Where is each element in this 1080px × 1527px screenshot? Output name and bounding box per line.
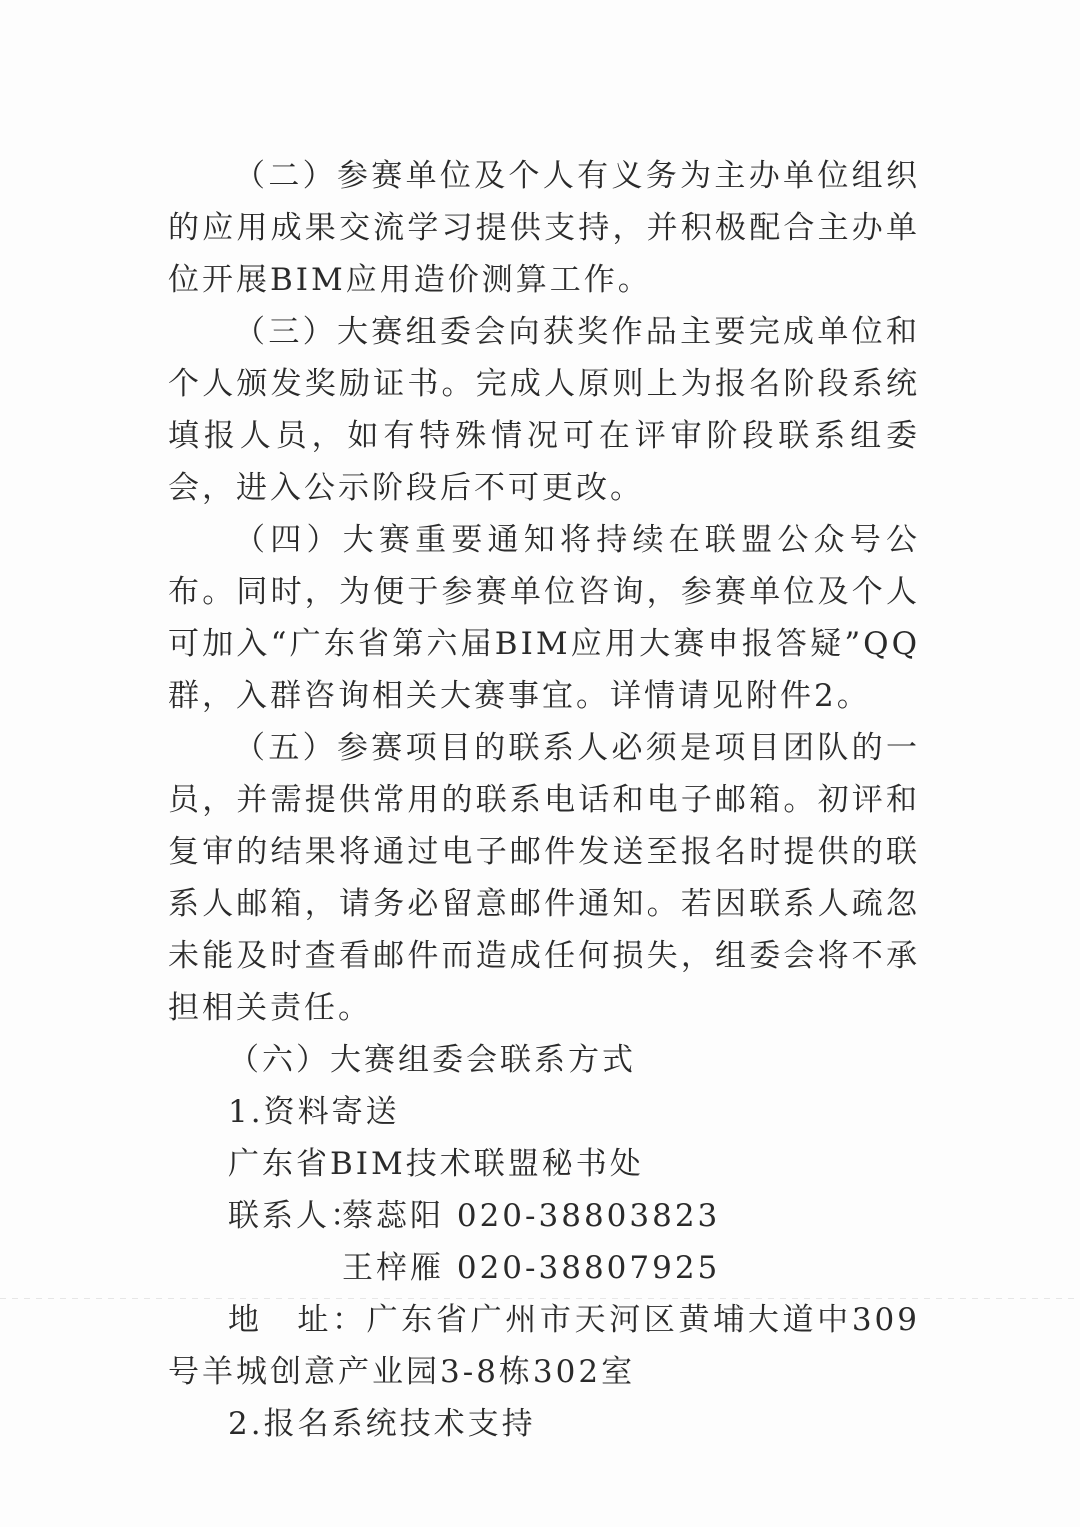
section-6-heading: （六）大赛组委会联系方式 (228, 1042, 636, 1078)
address-text: 广东省广州市天河区黄埔大道中309号羊城创意产业园3-8栋302室 (168, 1302, 921, 1390)
address-label: 地 址： (228, 1302, 367, 1338)
paragraph-2: （二）参赛单位及个人有义务为主办单位组织的应用成果交流学习提供支持，并积极配合主办单位开展BIM应用造价测算工作。 (168, 158, 920, 298)
contact-row-1 (168, 1190, 920, 1242)
item-2-heading: 2.报名系统技术支持 (228, 1406, 536, 1442)
paragraph-5: （五）参赛项目的联系人必须是项目团队的一员，并需提供常用的联系电话和电子邮箱。初评和复审的结果将通过电子邮件发送至报名时提供的联系人邮箱，请务必留意邮件通知。若因联系人疏忽未能及时查看邮件而造成任何损失，组委会将不承担相关责任。 (168, 730, 920, 1026)
paragraph-3: （三）大赛组委会向获奖作品主要完成单位和个人颁发奖励证书。完成人原则上为报名阶段系统填报人员，如有特殊情况可在评审阶段联系组委会，进入公示阶段后不可更改。 (168, 314, 920, 506)
contact-row-2 (168, 1242, 920, 1294)
contact-1: 蔡蕊阳 020-38803823 (342, 1198, 721, 1234)
paragraph-4: （四）大赛重要通知将持续在联盟公众号公布。同时，为便于参赛单位咨询，参赛单位及个人可加入“广东省第六届BIM应用大赛申报答疑”QQ群，入群咨询相关大赛事宜。详情请见附件2。 (168, 522, 920, 714)
organization-name: 广东省BIM技术联盟秘书处 (228, 1146, 644, 1182)
address-paragraph (168, 1294, 920, 1398)
document-body (168, 150, 920, 1450)
item-1-heading: 1.资料寄送 (228, 1094, 400, 1130)
contact-2: 王梓雁 020-38807925 (342, 1250, 721, 1286)
contact-label: 联系人： (228, 1198, 364, 1234)
